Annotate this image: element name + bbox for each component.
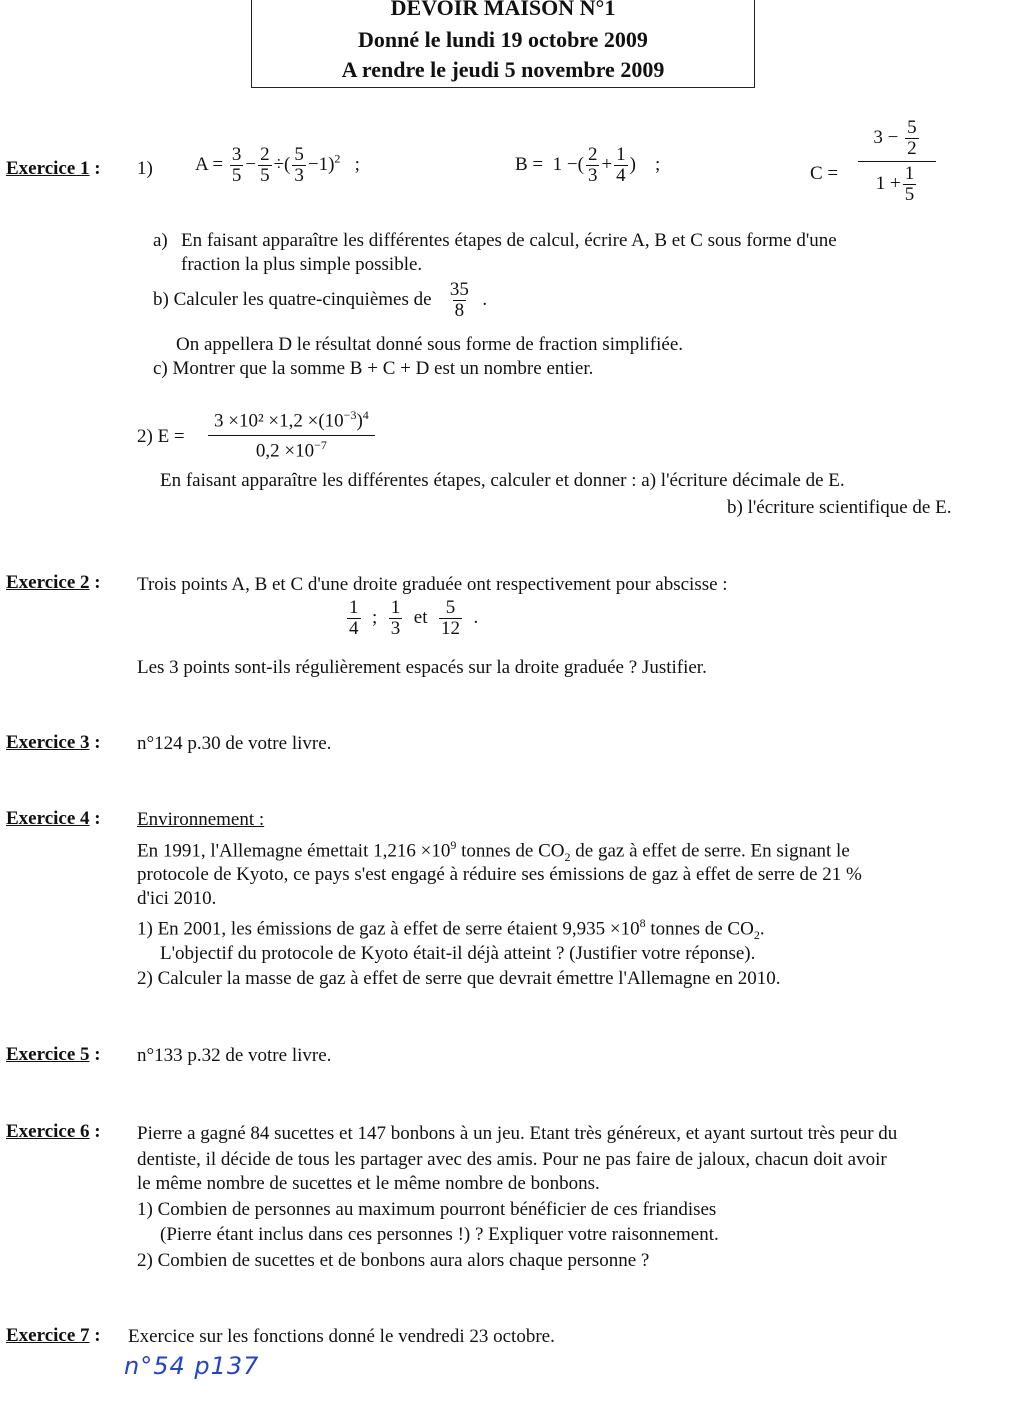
ex4-title: Environnement : (137, 809, 265, 830)
ex7-label: Exercice 7 : (6, 1325, 101, 1346)
ex1-expr-A: A = $\frac{3}{5}$ − $\frac{2}{5}$ ÷( $\frac{5}{3}$ −1)$^2$ ; (195, 144, 360, 186)
ex4-line2: protocole de Kyoto, ce pays s'est engagé à réduire ses émissions de gaz à effet de serre de 21 % (137, 864, 862, 885)
ex1-expr-B: B = 1 −( $\frac{2}{3}$ + $\frac{1}{4}$ ) ; (515, 144, 661, 186)
ex6-q2: 2) Combien de sucettes et de bonbons aura alors chaque personne ? (137, 1250, 650, 1271)
ex4-label: Exercice 4 : (6, 808, 101, 829)
ex2-fractions: $\frac{1}{4}$ ; $\frac{1}{3}$ et $\frac{5}{12}$ . (349, 597, 479, 639)
ex4-q2: 2) Calculer la masse de gaz à effet de serre que devrait émettre l'Allemagne en 2010. (137, 968, 781, 989)
ex6-line3: le même nombre de sucettes et le même nombre de bonbons. (137, 1173, 600, 1194)
ex1-qa-line2: fraction la plus simple possible. (181, 254, 423, 275)
header-given-date: Donné le lundi 19 octobre 2009 (358, 27, 648, 52)
ex4-line3: d'ici 2010. (137, 888, 217, 909)
ex1-part2-label: 2) E = (137, 426, 185, 447)
ex1-qb-line2: On appellera D le résultat donné sous forme de fraction simplifiée. (176, 334, 684, 355)
header-due-date: A rendre le jeudi 5 novembre 2009 (341, 57, 665, 82)
ex1-expr-E: $3 \times 10^2 \times 1,2 \times(10^{-3})^4$ $0,2 \times 10^{-7}$ (208, 408, 375, 463)
ex6-line2: dentiste, il décide de tous les partager avec des amis. Pour ne pas faire de jaloux, chacun doit avoir (137, 1149, 887, 1170)
ex6-q1: 1) Combien de personnes au maximum pourront bénéficier de ces friandises (137, 1199, 717, 1220)
ex1-qa-letter: a) (153, 230, 168, 251)
ex6-line1: Pierre a gagné 84 sucettes et 147 bonbons à un jeu. Etant très généreux, et ayant surtout très peur du (137, 1123, 898, 1144)
ex4-line1: En 1991, l'Allemagne émettait $1,216 \times 10^9$ tonnes de $CO_2$ de gaz à effet de serre. En signant le (137, 838, 850, 865)
ex2-line2: Les 3 points sont-ils régulièrement espacés sur la droite graduée ? Justifier. (137, 657, 707, 678)
ex2-label: Exercice 2 : (6, 572, 101, 593)
header-box (251, 0, 755, 88)
ex2-line1: Trois points A, B et C d'une droite graduée ont respectivement pour abscisse : (137, 574, 728, 595)
ex6-q1-line2: (Pierre étant inclus dans ces personnes !) ? Expliquer votre raisonnement. (160, 1224, 719, 1245)
ex7-handwritten-note: n°54 p137 (124, 1352, 260, 1380)
ex1-qb: b) Calculer les quatre-cinquièmes de $\frac{35}{8}$ . (153, 279, 488, 321)
ex1-e-b: b) l'écriture scientifique de E. (727, 497, 952, 518)
ex1-label: Exercice 1 : (6, 158, 101, 179)
ex6-label: Exercice 6 : (6, 1121, 101, 1142)
ex1-expr-C: 3 − $\frac{5}{2}$ 1 + $\frac{1}{5}$ (858, 118, 936, 205)
ex1-part1: 1) (137, 158, 153, 179)
ex4-q1-line2: L'objectif du protocole de Kyoto était-il déjà atteint ? (Justifier votre réponse). (160, 943, 756, 964)
header-title: DEVOIR MAISON N°1 (390, 0, 616, 20)
ex1-C-label: C = (810, 163, 839, 184)
ex7-text: Exercice sur les fonctions donné le vendredi 23 octobre. (128, 1326, 555, 1347)
ex3-label: Exercice 3 : (6, 732, 101, 753)
ex3-text: n°124 p.30 de votre livre. (137, 733, 332, 754)
ex1-e-instruction: En faisant apparaître les différentes étapes, calculer et donner : a) l'écriture décimale de E. (160, 470, 845, 491)
ex1-qc: c) Montrer que la somme B + C + D est un nombre entier. (153, 358, 594, 379)
ex5-label: Exercice 5 : (6, 1044, 101, 1065)
ex1-qa-line1: En faisant apparaître les différentes étapes de calcul, écrire A, B et C sous forme d'une (181, 230, 837, 251)
ex4-q1: 1) En 2001, les émissions de gaz à effet de serre étaient $9,935 \times 10^8$ tonnes de $CO_2$. (137, 916, 765, 943)
ex5-text: n°133 p.32 de votre livre. (137, 1045, 332, 1066)
